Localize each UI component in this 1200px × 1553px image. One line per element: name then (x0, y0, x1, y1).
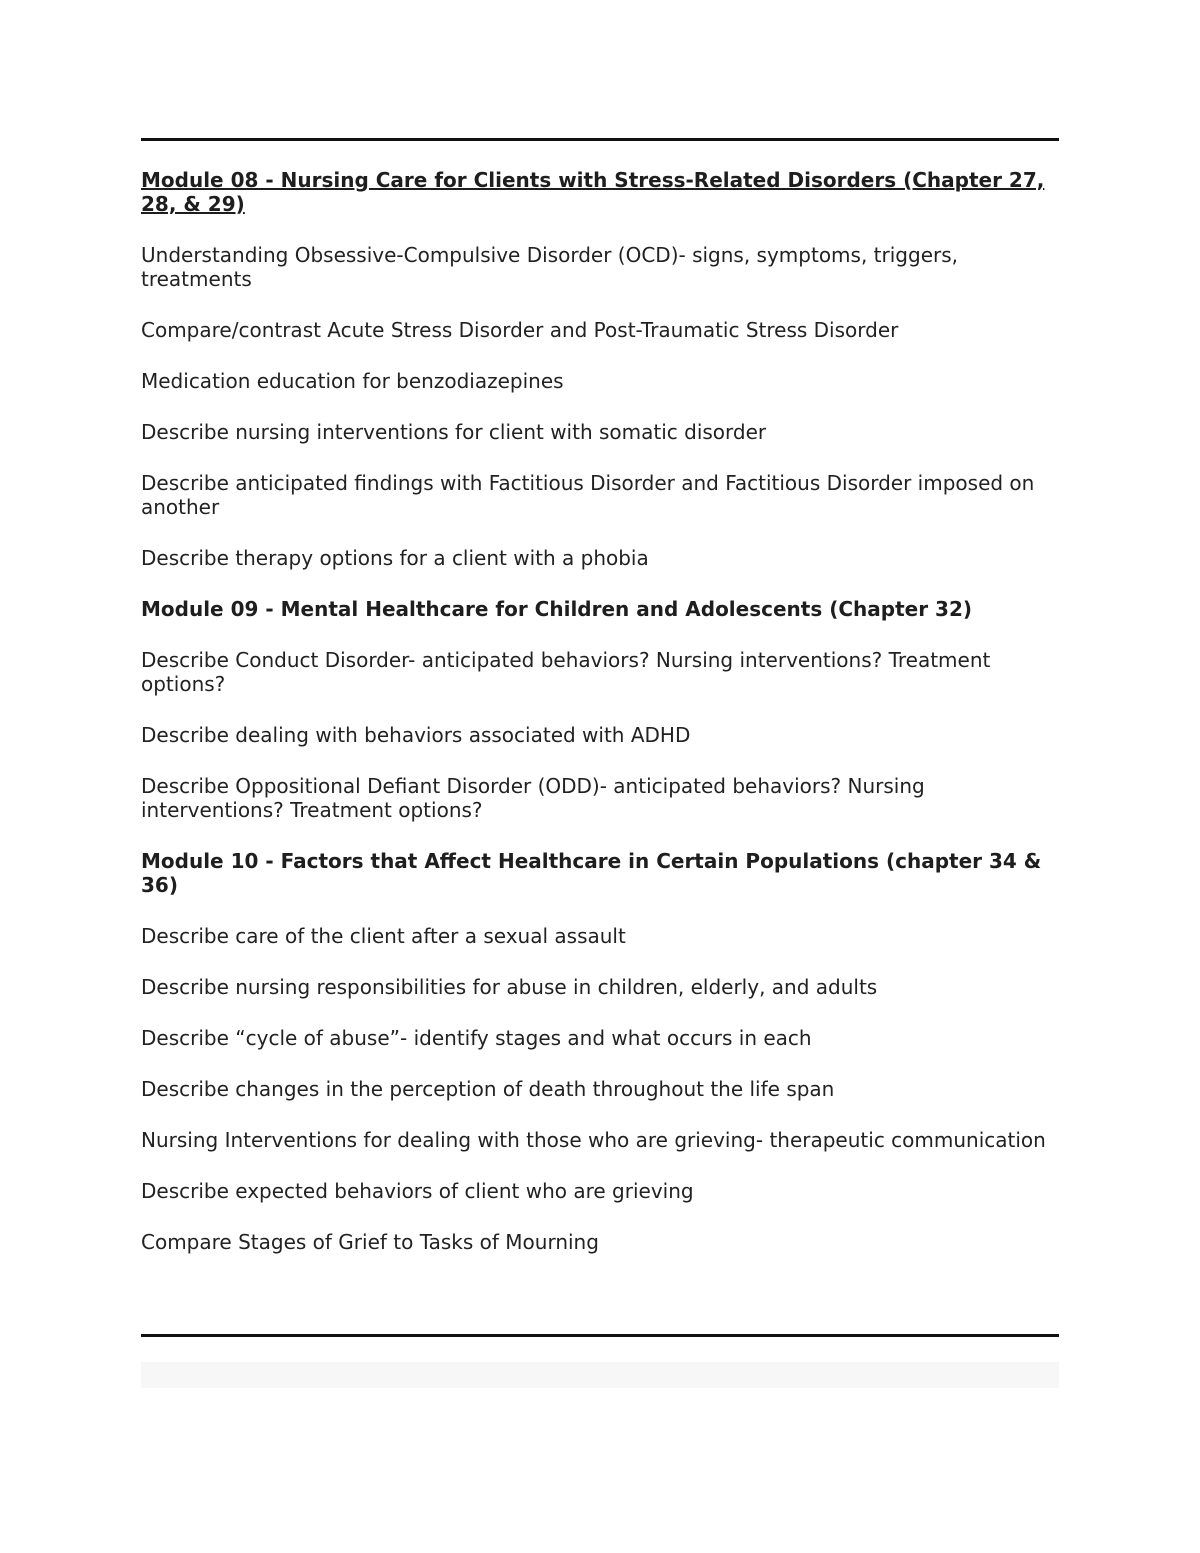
list-item: Medication education for benzodiazepines (141, 369, 564, 393)
list-item: Describe Oppositional Defiant Disorder (ODD)- anticipated behaviors? Nursing interventions? Treatment options? (141, 774, 925, 822)
list-item: Describe expected behaviors of client who are grieving (141, 1179, 694, 1203)
bottom-divider (141, 1334, 1059, 1337)
module-09-heading: Module 09 - Mental Healthcare for Children and Adolescents (Chapter 32) (141, 597, 973, 621)
list-item: Compare Stages of Grief to Tasks of Mourning (141, 1230, 599, 1254)
document-body (141, 168, 1051, 1281)
list-item: Describe Conduct Disorder- anticipated behaviors? Nursing interventions? Treatment options? (141, 648, 991, 696)
list-item: Describe anticipated findings with Factitious Disorder and Factitious Disorder imposed on another (141, 471, 1035, 519)
list-item: Describe “cycle of abuse”- identify stages and what occurs in each (141, 1026, 812, 1050)
list-item: Describe care of the client after a sexual assault (141, 924, 626, 948)
list-item: Compare/contrast Acute Stress Disorder and Post-Traumatic Stress Disorder (141, 318, 899, 342)
module-08-heading: Module 08 - Nursing Care for Clients with Stress-Related Disorders (Chapter 27, 28, & 29) (141, 168, 1045, 216)
list-item: Describe changes in the perception of death throughout the life span (141, 1077, 835, 1101)
list-item: Describe nursing interventions for client with somatic disorder (141, 420, 767, 444)
footer-bar (141, 1362, 1059, 1388)
top-divider (141, 138, 1059, 141)
list-item: Describe dealing with behaviors associated with ADHD (141, 723, 691, 747)
module-10-heading: Module 10 - Factors that Affect Healthcare in Certain Populations (chapter 34 & 36) (141, 849, 1042, 897)
list-item: Understanding Obsessive-Compulsive Disorder (OCD)- signs, symptoms, triggers, treatments (141, 243, 958, 291)
list-item: Nursing Interventions for dealing with those who are grieving- therapeutic communication (141, 1128, 1046, 1152)
list-item: Describe therapy options for a client with a phobia (141, 546, 649, 570)
list-item: Describe nursing responsibilities for abuse in children, elderly, and adults (141, 975, 878, 999)
